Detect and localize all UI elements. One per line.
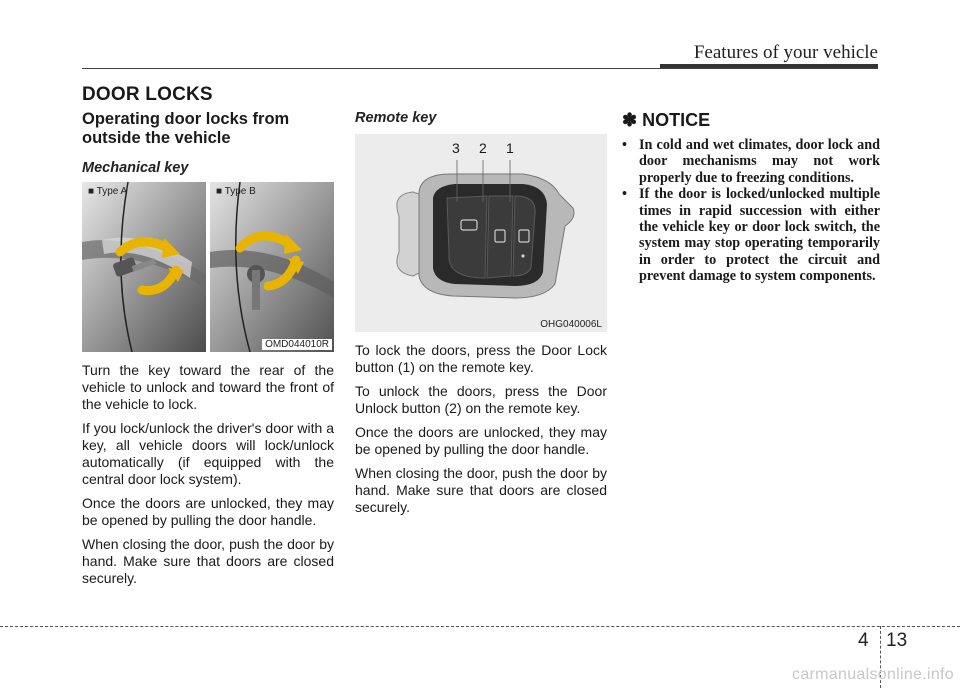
paragraph: Turn the key toward the rear of the vehicle to unlock and toward the front of the vehicle to lock. [82, 362, 334, 412]
figure-type-b [210, 182, 334, 352]
notice-item: • In cold and wet climates, door lock and door mechanisms may not work properly due to freezing conditions. [622, 137, 880, 186]
notice-column [622, 110, 880, 285]
notice-title: ✽ NOTICE [622, 110, 711, 130]
door-handle-type-a-illustration [82, 182, 206, 352]
page-number: 13 [886, 630, 908, 651]
left-heading: Operating door locks from outside the vehicle [82, 110, 290, 147]
middle-column [355, 110, 607, 523]
figure-label-type-b: ■ Type B [216, 186, 256, 197]
running-header: Features of your vehicle [693, 42, 878, 63]
mechanical-key-figure [82, 182, 334, 352]
paragraph: To lock the doors, press the Door Lock button (1) on the remote key. [355, 342, 607, 375]
footer-rule [0, 626, 960, 627]
paragraph: When closing the door, push the door by hand. Make sure that doors are closed securely. [355, 465, 607, 515]
left-column [82, 110, 334, 594]
paragraph: If you lock/unlock the driver's door with a key, all vehicle doors will lock/unlock automatically (if equipped with the central door lock system). [82, 420, 334, 487]
paragraph: To unlock the doors, press the Door Unlock button (2) on the remote key. [355, 383, 607, 416]
callout-number-3: 3 [452, 140, 460, 156]
chapter-number: 4 [858, 630, 869, 651]
remote-key-figure [355, 134, 607, 332]
mechanical-key-subheading: Mechanical key [82, 160, 189, 176]
remote-key-subheading: Remote key [355, 110, 437, 126]
remote-key-illustration [355, 134, 607, 332]
callout-number-1: 1 [506, 140, 514, 156]
watermark: carmanualsonline.info [792, 666, 954, 683]
notice-list [622, 137, 880, 285]
section-title: DOOR LOCKS [82, 84, 213, 105]
notice-item: • If the door is locked/unlocked multiple times in rapid succession with either the vehicle key or door lock switch, the system may stop operating temporarily in order to protect the circuit and prevent damage to system components. [622, 186, 880, 284]
figure-code: OMD044010R [262, 339, 332, 350]
paragraph: Once the doors are unlocked, they may be opened by pulling the door handle. [82, 495, 334, 528]
paragraph: Once the doors are unlocked, they may be opened by pulling the door handle. [355, 424, 607, 457]
figure-label-type-a: ■ Type A [88, 186, 128, 197]
figure-type-a [82, 182, 206, 352]
door-handle-type-b-illustration [210, 182, 334, 352]
figure-code: OHG040006L [540, 319, 602, 330]
callout-number-2: 2 [479, 140, 487, 156]
header-rule [82, 68, 878, 69]
paragraph: When closing the door, push the door by hand. Make sure that doors are closed securely. [82, 536, 334, 586]
